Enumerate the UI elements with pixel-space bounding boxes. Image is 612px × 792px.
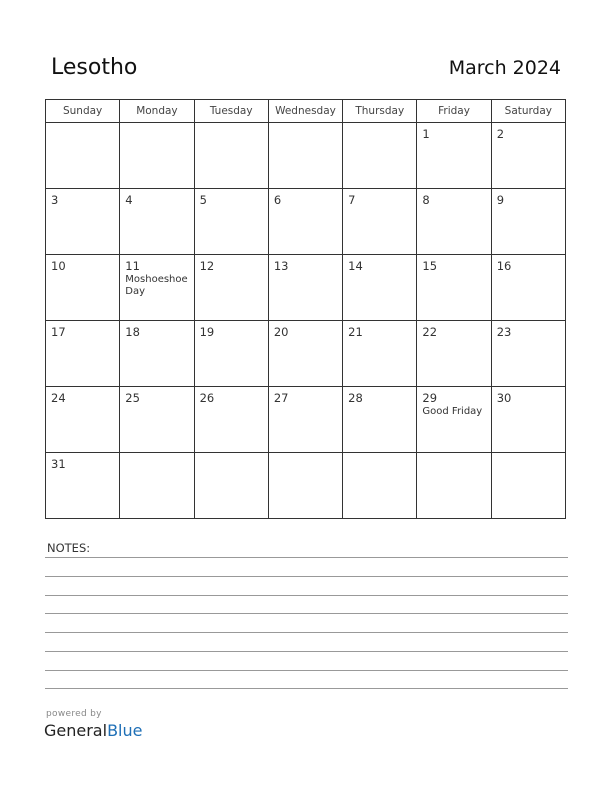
weekday-header: Monday bbox=[120, 100, 194, 123]
day-cell bbox=[491, 387, 565, 453]
day-cell bbox=[194, 387, 268, 453]
day-number: 16 bbox=[496, 259, 512, 273]
brand-blue: Blue bbox=[107, 721, 143, 740]
weekday-header: Saturday bbox=[491, 100, 565, 123]
brand-general: General bbox=[44, 721, 108, 740]
day-number: 3 bbox=[51, 193, 59, 207]
weekday-header: Wednesday bbox=[268, 100, 342, 123]
week-row bbox=[46, 189, 566, 255]
day-cell bbox=[491, 123, 565, 189]
day-cell bbox=[491, 321, 565, 387]
day-cell bbox=[194, 255, 268, 321]
notes-line bbox=[45, 651, 568, 652]
week-row bbox=[46, 387, 566, 453]
day-cell bbox=[268, 123, 342, 189]
day-number: 5 bbox=[199, 193, 207, 207]
day-number: 28 bbox=[348, 391, 363, 405]
powered-by-text: powered by bbox=[46, 709, 102, 719]
week-row bbox=[46, 453, 566, 519]
brand-logo[interactable] bbox=[44, 721, 142, 740]
day-cell bbox=[46, 255, 120, 321]
day-number: 9 bbox=[496, 193, 505, 207]
day-number: 24 bbox=[51, 391, 66, 405]
day-cell bbox=[417, 321, 491, 387]
day-number: 14 bbox=[348, 259, 363, 273]
day-cell bbox=[194, 453, 268, 519]
day-cell bbox=[46, 387, 120, 453]
notes-line bbox=[45, 576, 568, 577]
page-title-month: March 2024 bbox=[448, 57, 561, 79]
day-number: 15 bbox=[422, 259, 438, 273]
day-cell bbox=[268, 387, 342, 453]
day-cell bbox=[491, 453, 565, 519]
weekday-header-row bbox=[46, 100, 566, 123]
day-cell bbox=[343, 321, 417, 387]
notes-line bbox=[45, 670, 568, 671]
notes-line bbox=[45, 632, 568, 633]
weekday-header: Thursday bbox=[343, 100, 417, 123]
day-cell bbox=[343, 453, 417, 519]
week-row bbox=[46, 255, 566, 321]
holiday-label: Moshoeshoe Day bbox=[125, 274, 188, 297]
day-cell bbox=[268, 255, 342, 321]
day-cell bbox=[343, 189, 417, 255]
day-number: 13 bbox=[273, 259, 289, 273]
day-cell bbox=[417, 453, 491, 519]
day-number: 8 bbox=[422, 193, 430, 207]
day-cell bbox=[343, 255, 417, 321]
weekday-header: Sunday bbox=[46, 100, 120, 123]
notes-label: NOTES: bbox=[47, 541, 91, 555]
day-cell bbox=[120, 321, 194, 387]
weekday-header: Friday bbox=[417, 100, 491, 123]
day-cell bbox=[120, 255, 194, 321]
page-title-country: Lesotho bbox=[51, 55, 138, 80]
day-cell bbox=[268, 321, 342, 387]
day-cell bbox=[46, 123, 120, 189]
week-row bbox=[46, 123, 566, 189]
day-cell bbox=[194, 123, 268, 189]
day-cell bbox=[120, 123, 194, 189]
day-cell bbox=[268, 189, 342, 255]
day-number: 30 bbox=[496, 391, 512, 405]
day-number: 21 bbox=[348, 325, 363, 339]
day-cell bbox=[120, 189, 194, 255]
day-number: 31 bbox=[51, 457, 66, 471]
day-number: 4 bbox=[125, 193, 133, 207]
notes-line bbox=[45, 557, 568, 558]
day-cell bbox=[46, 453, 120, 519]
day-number: 27 bbox=[273, 391, 289, 405]
day-cell bbox=[194, 321, 268, 387]
day-cell bbox=[417, 189, 491, 255]
day-number: 26 bbox=[199, 391, 215, 405]
day-number: 6 bbox=[273, 193, 282, 207]
day-number: 10 bbox=[51, 259, 66, 273]
day-number: 22 bbox=[422, 325, 438, 339]
day-number: 29 bbox=[422, 391, 438, 405]
day-number: 2 bbox=[496, 127, 505, 141]
day-cell bbox=[417, 387, 491, 453]
day-cell bbox=[46, 321, 120, 387]
day-number: 25 bbox=[125, 391, 140, 405]
day-number: 19 bbox=[199, 325, 215, 339]
day-number: 11 bbox=[125, 259, 140, 273]
day-number: 12 bbox=[199, 259, 215, 273]
notes-line bbox=[45, 595, 568, 596]
holiday-label: Good Friday bbox=[422, 406, 483, 417]
notes-line bbox=[45, 613, 568, 614]
day-cell bbox=[46, 189, 120, 255]
day-number: 7 bbox=[348, 193, 356, 207]
day-cell bbox=[491, 255, 565, 321]
day-cell bbox=[268, 453, 342, 519]
day-cell bbox=[417, 255, 491, 321]
day-cell bbox=[120, 453, 194, 519]
day-number: 18 bbox=[125, 325, 140, 339]
day-number: 20 bbox=[273, 325, 289, 339]
day-cell bbox=[120, 387, 194, 453]
day-cell bbox=[417, 123, 491, 189]
calendar-grid bbox=[45, 99, 566, 519]
day-number: 17 bbox=[51, 325, 66, 339]
notes-line bbox=[45, 688, 568, 689]
week-row bbox=[46, 321, 566, 387]
weekday-header: Tuesday bbox=[194, 100, 268, 123]
day-number: 1 bbox=[422, 127, 430, 141]
day-cell bbox=[491, 189, 565, 255]
day-number: 23 bbox=[496, 325, 512, 339]
day-cell bbox=[343, 123, 417, 189]
day-cell bbox=[194, 189, 268, 255]
day-cell bbox=[343, 387, 417, 453]
